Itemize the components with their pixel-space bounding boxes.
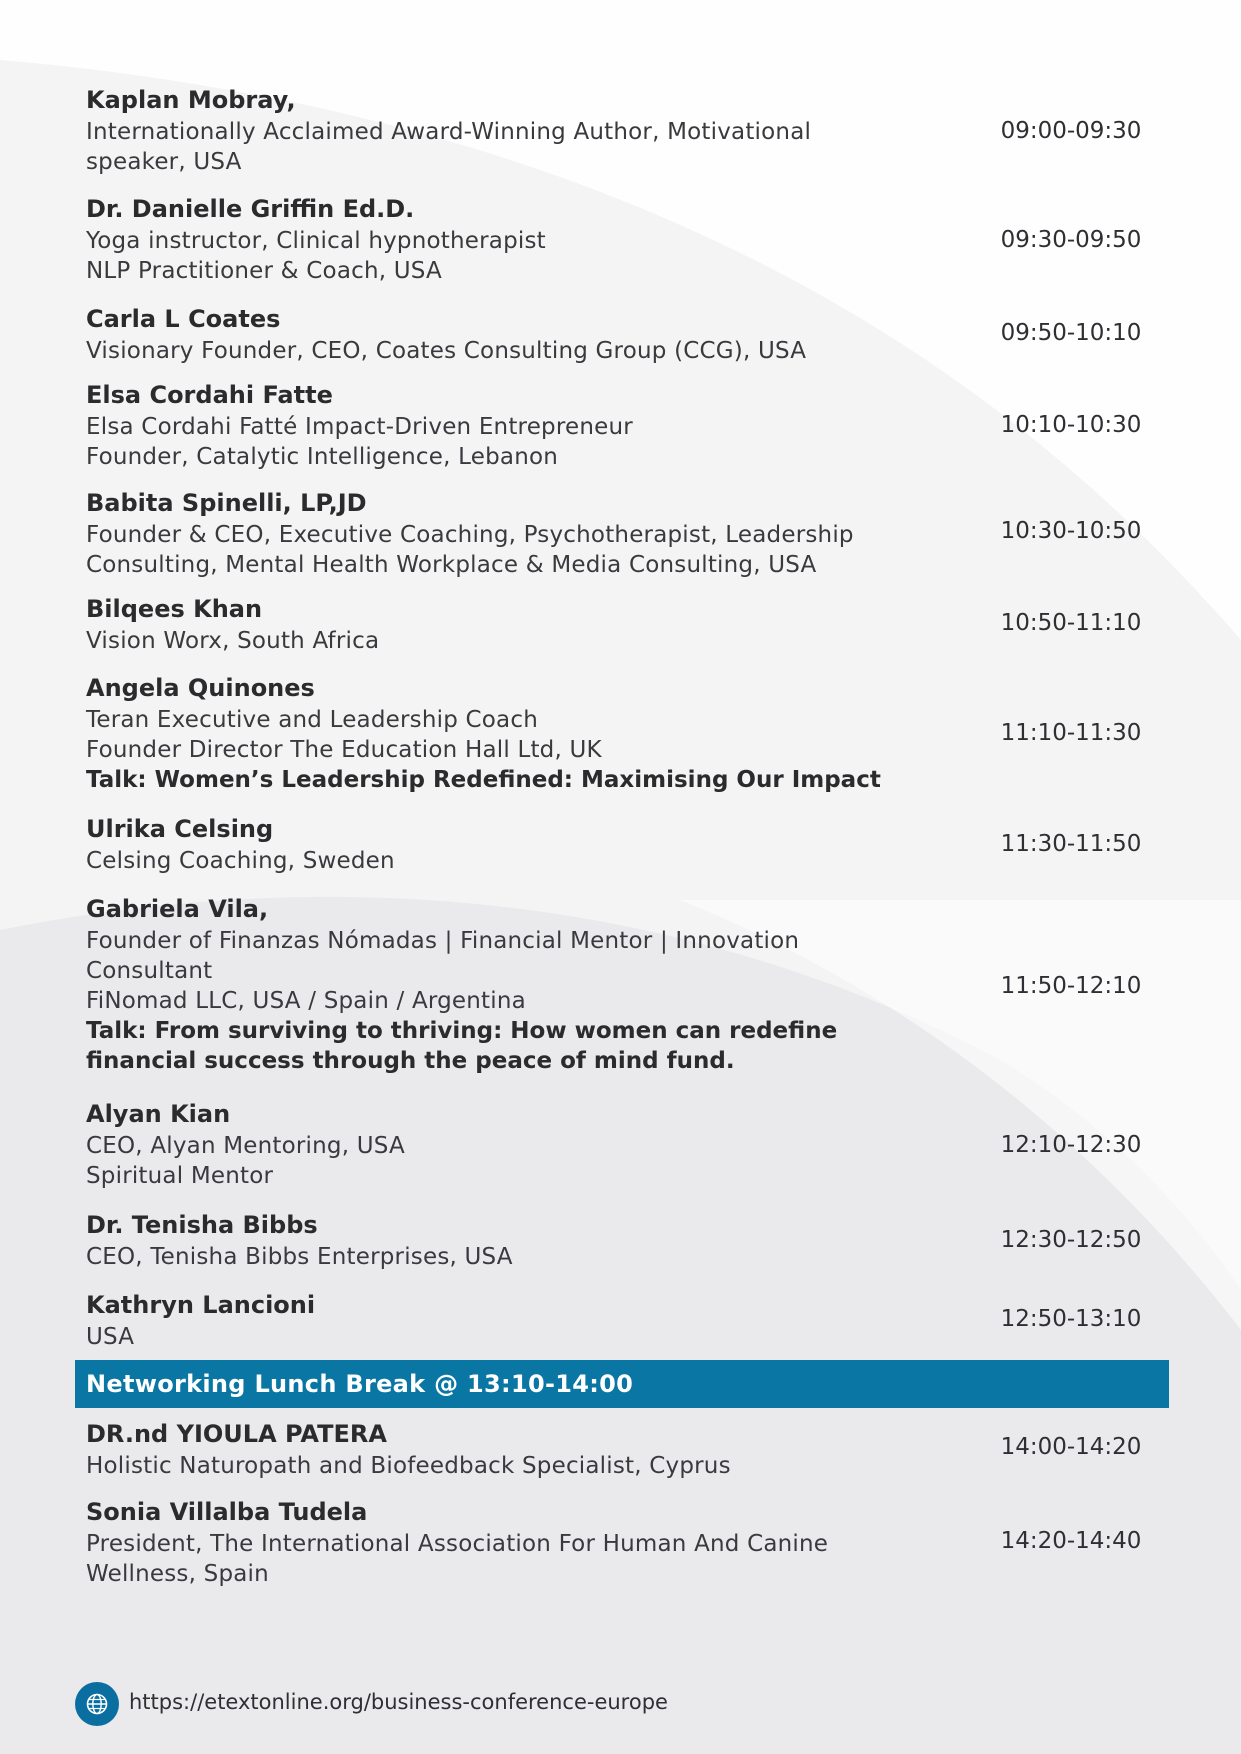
speaker-name: Dr. Tenisha Bibbs: [86, 1211, 318, 1239]
slot-time: 12:50-13:10: [1000, 1306, 1142, 1332]
speaker-info: Founder of Finanzas Nómadas | Financial Mentor | Innovation Consultant: [86, 928, 800, 984]
speaker-info: Founder, Catalytic Intelligence, Lebanon: [86, 444, 559, 470]
speaker-info: Celsing Coaching, Sweden: [86, 848, 395, 874]
speaker-info: CEO, Alyan Mentoring, USA: [86, 1133, 405, 1159]
speaker-info: Holistic Naturopath and Biofeedback Specialist, Cyprus: [86, 1453, 731, 1479]
agenda-slot: [86, 1098, 1166, 1191]
slot-time: 11:10-11:30: [1000, 720, 1142, 746]
speaker-name: Dr. Danielle Griffin Ed.D.: [86, 195, 415, 223]
speaker-info: Founder Director The Education Hall Ltd, UK: [86, 737, 602, 763]
speaker-name: Kathryn Lancioni: [86, 1291, 316, 1319]
agenda-slot: [86, 303, 1166, 366]
speaker-name: Sonia Villalba Tudela: [86, 1498, 368, 1526]
slot-time: 11:30-11:50: [1000, 831, 1142, 857]
slot-time: 09:30-09:50: [1000, 227, 1142, 253]
agenda-slot: [86, 813, 1166, 876]
slot-time: 14:20-14:40: [1000, 1528, 1142, 1554]
slot-time: 10:10-10:30: [1000, 412, 1142, 438]
agenda-slot: [86, 193, 1166, 286]
slot-time: 10:50-11:10: [1000, 610, 1142, 636]
agenda-slot: [86, 379, 1166, 472]
agenda-slot: [86, 1496, 1166, 1589]
speaker-info: FiNomad LLC, USA / Spain / Argentina: [86, 988, 526, 1014]
slot-time: 12:30-12:50: [1000, 1227, 1142, 1253]
slot-time: 09:00-09:30: [1000, 118, 1142, 144]
slot-time: 10:30-10:50: [1000, 518, 1142, 544]
speaker-name: Ulrika Celsing: [86, 815, 274, 843]
speaker-name: Carla L Coates: [86, 305, 281, 333]
speaker-info: Elsa Cordahi Fatté Impact-Driven Entrepreneur: [86, 414, 633, 440]
talk-title: Talk: Women’s Leadership Redefined: Maximising Our Impact: [86, 767, 881, 793]
slot-time: 14:00-14:20: [1000, 1434, 1142, 1460]
agenda-slot: [86, 672, 1166, 795]
speaker-info: Visionary Founder, CEO, Coates Consulting Group (CCG), USA: [86, 338, 807, 364]
speaker-info: Internationally Acclaimed Award-Winning Author, Motivational speaker, USA: [86, 119, 812, 175]
speaker-info: NLP Practitioner & Coach, USA: [86, 258, 442, 284]
speaker-info: Teran Executive and Leadership Coach: [86, 707, 538, 733]
slot-time: 09:50-10:10: [1000, 320, 1142, 346]
speaker-info: Yoga instructor, Clinical hypnotherapist: [86, 228, 546, 254]
slot-time: 11:50-12:10: [1000, 973, 1142, 999]
agenda-slot: [86, 593, 1166, 656]
agenda-slot: [86, 1289, 1166, 1352]
speaker-name: DR.nd YIOULA PATERA: [86, 1420, 387, 1448]
speaker-name: Angela Quinones: [86, 674, 315, 702]
speaker-info: Founder & CEO, Executive Coaching, Psychotherapist, Leadership Consulting, Mental Health Workplace & Media Consulting, USA: [86, 522, 854, 578]
agenda-slot: [86, 84, 1166, 177]
conference-url-link[interactable]: https://etextonline.org/business-conference-europe: [129, 1690, 668, 1714]
speaker-name: Alyan Kian: [86, 1100, 231, 1128]
speaker-name: Kaplan Mobray,: [86, 86, 296, 114]
agenda-slot: [86, 893, 1166, 1076]
speaker-name: Bilqees Khan: [86, 595, 263, 623]
speaker-name: Babita Spinelli, LP,JD: [86, 489, 367, 517]
agenda-slot: [86, 1209, 1166, 1272]
agenda-slot: [86, 1418, 1166, 1481]
speaker-info: CEO, Tenisha Bibbs Enterprises, USA: [86, 1244, 513, 1270]
globe-icon: [75, 1682, 119, 1726]
speaker-info: Spiritual Mentor: [86, 1163, 274, 1189]
speaker-info: President, The International Association For Human And Canine Wellness, Spain: [86, 1531, 829, 1587]
agenda-slot: [86, 487, 1166, 580]
speaker-info: USA: [86, 1324, 135, 1350]
slot-time: 12:10-12:30: [1000, 1132, 1142, 1158]
talk-title: Talk: From surviving to thriving: How women can redefine financial success through the peace of mind fund.: [86, 1018, 838, 1074]
speaker-name: Elsa Cordahi Fatte: [86, 381, 333, 409]
speaker-name: Gabriela Vila,: [86, 895, 269, 923]
lunch-break-banner: Networking Lunch Break @ 13:10-14:00: [75, 1360, 1169, 1408]
speaker-info: Vision Worx, South Africa: [86, 628, 380, 654]
